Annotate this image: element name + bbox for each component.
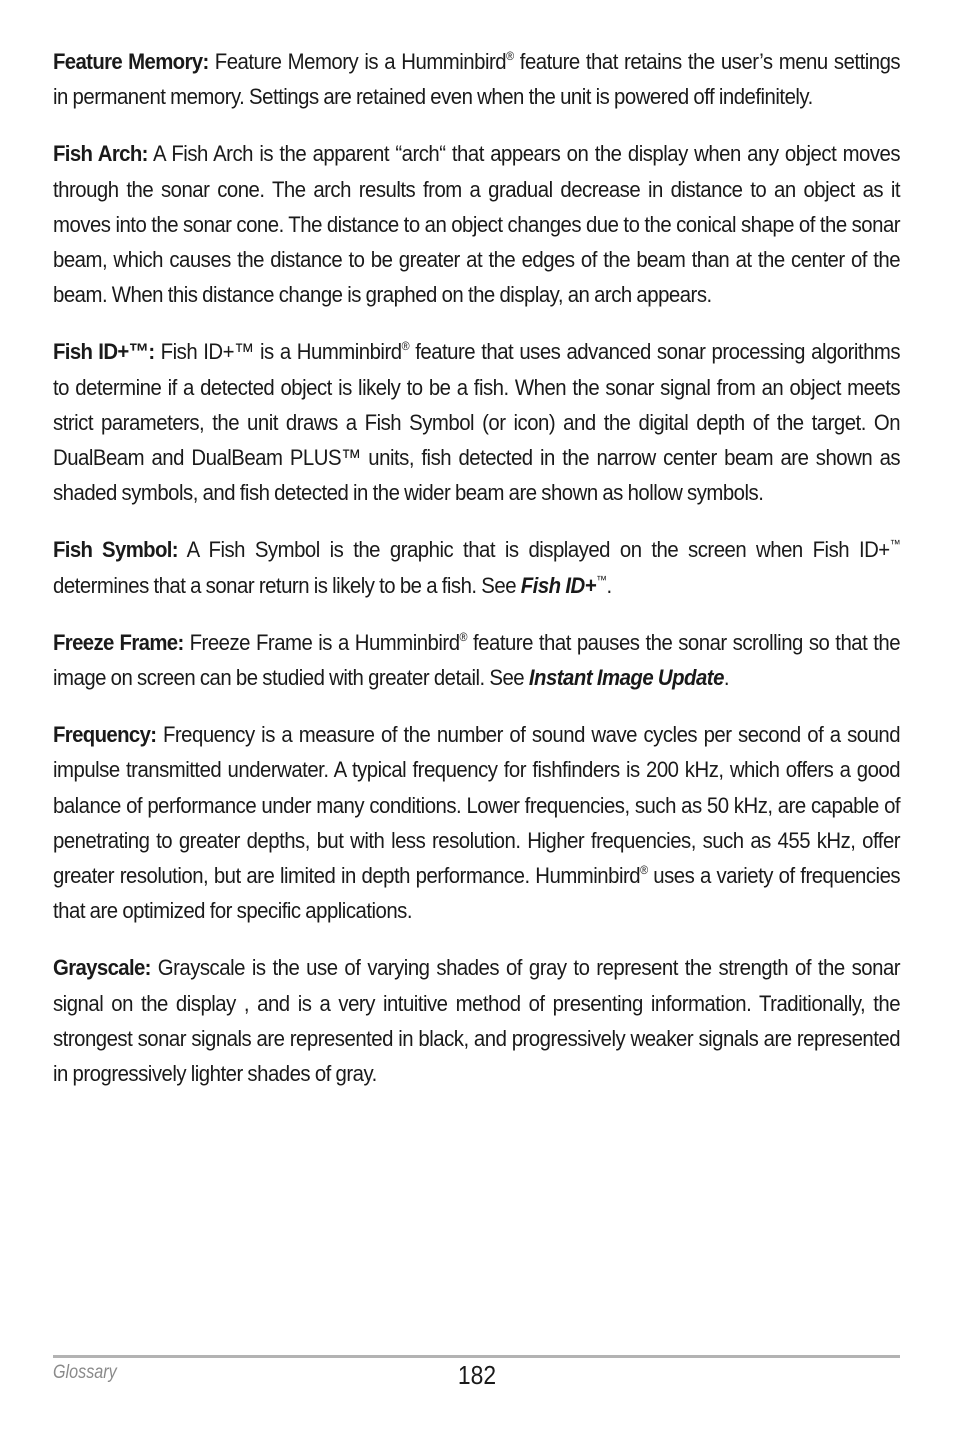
registered-mark: ®	[506, 49, 514, 63]
entry-text: feature that retains the user’s menu settings in permanent memory. Settings are retained even when the unit is powered off indefinitely.	[53, 49, 901, 110]
entry-term: Fish Arch:	[53, 141, 148, 167]
trademark-mark: ™	[596, 572, 607, 587]
trademark-mark: ™	[889, 537, 901, 552]
registered-mark: ®	[640, 863, 648, 878]
entry-term: Freeze Frame:	[53, 629, 184, 655]
entry-fish-id	[53, 334, 900, 510]
entry-text: Fish ID+™ is a Humminbird	[154, 339, 402, 365]
registered-mark: ®	[459, 629, 468, 644]
entry-text: feature that uses advanced sonar processing algorithms to determine if a detected object is likely to be a fish. When the sonar signal from an object meets strict parameters, the unit draws a Fish Symbol (or icon) and the digital depth of the target. On DualBeam and DualBeam PLUS™ units, fish detected in the narrow center beam are shown as shaded symbols, and fish detected in the wider beam are shown as hollow symbols.	[53, 339, 901, 506]
entry-fish-arch	[53, 136, 900, 312]
entry-text: Feature Memory is a Humminbird	[208, 49, 507, 74]
footer-divider	[53, 1355, 900, 1358]
entry-text: .	[606, 572, 612, 598]
entry-text: feature that pauses the sonar scrolling so that the image on screen can be studied with greater detail. See	[53, 629, 901, 691]
entry-text: Freeze Frame is a Humminbird	[183, 629, 460, 655]
entry-text: Frequency is a measure of the number of sound wave cycles per second of a sound impulse transmitted underwater. A typical frequency for fishfinders is 200 kHz, which offers a good balance of performance under many conditions. Lower frequencies, such as 50 kHz, are capable of penetrating to greater depths, but with less resolution. Higher frequencies, such as 455 kHz, offer greater resolution, but are limited in depth performance. Humminbird	[53, 722, 901, 889]
entry-freeze-frame	[53, 625, 900, 695]
entry-text: uses a variety of frequencies that are optimized for specific applications.	[53, 863, 901, 924]
footer-section-label: Glossary	[53, 1362, 117, 1383]
entry-term: Grayscale:	[53, 955, 151, 981]
cross-reference-link[interactable]: Instant Image Update	[528, 665, 724, 691]
entry-feature-memory	[53, 44, 900, 114]
entry-text: determines that a sonar return is likely to be a fish. See	[53, 572, 521, 598]
registered-mark: ®	[401, 339, 410, 354]
entry-fish-symbol	[53, 532, 900, 602]
entry-term: Feature Memory:	[53, 49, 209, 74]
cross-reference-link[interactable]: Fish ID+	[520, 572, 597, 598]
entry-text: .	[723, 665, 730, 691]
entry-text: A Fish Symbol is the graphic that is displayed on the screen when Fish ID+	[177, 537, 890, 563]
glossary-content	[53, 44, 900, 1113]
entry-text: Grayscale is the use of varying shades of gray to represent the strength of the sonar signal on the display , and is a very intuitive method of presenting information. Traditionally, the strongest sonar signals are represented in black, and progressively weaker signals are represented in progressively lighter shades of gray.	[53, 955, 901, 1087]
entry-frequency	[53, 717, 900, 928]
entry-term: Frequency:	[53, 722, 157, 748]
entry-text: A Fish Arch is the apparent “arch“ that appears on the display when any object moves through the sonar cone. The arch results from a gradual decrease in distance to an object as it moves into the sonar cone. The distance to an object changes due to the conical shape of the sonar beam, which causes the distance to be greater at the edges of the beam than at the center of the beam. When this distance change is graphed on the display, an arch appears.	[53, 141, 901, 308]
page-number: 182	[457, 1360, 497, 1390]
entry-term: Fish ID+™:	[53, 339, 155, 365]
entry-grayscale	[53, 950, 900, 1091]
entry-term: Fish Symbol:	[53, 537, 178, 563]
